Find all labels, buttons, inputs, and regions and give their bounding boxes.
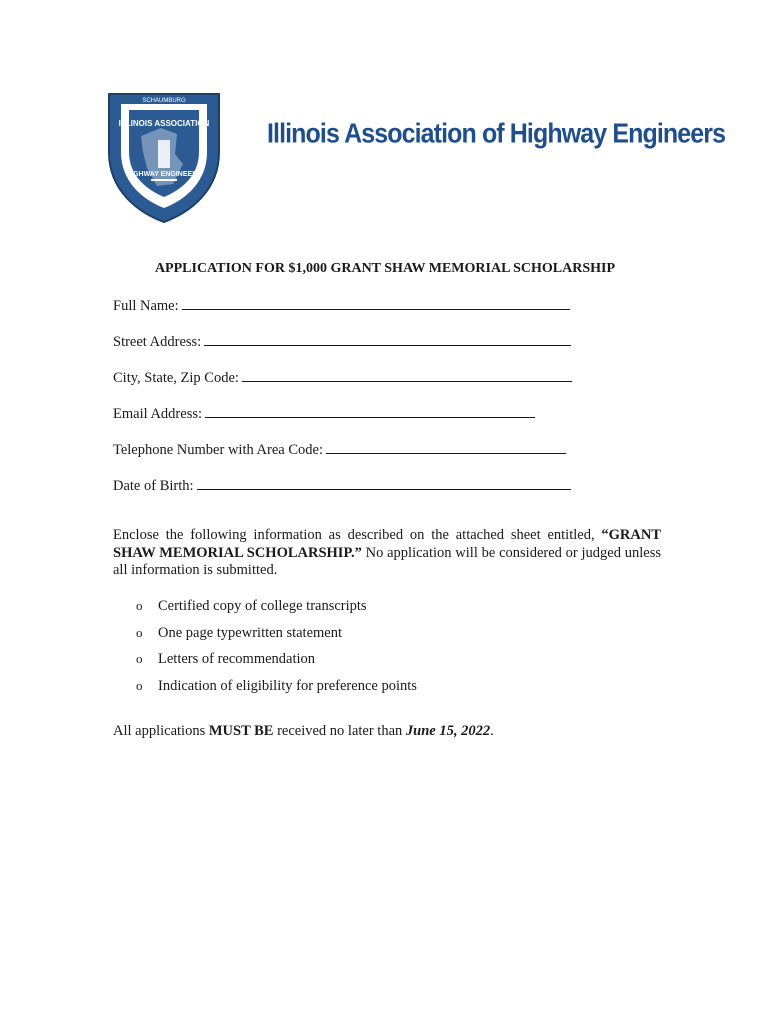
street-address-label: Street Address:	[113, 334, 202, 350]
telephone-line[interactable]	[326, 439, 566, 454]
list-item-text: One page typewritten statement	[158, 624, 343, 641]
dob-line[interactable]	[197, 475, 571, 490]
bullet-icon: o	[136, 651, 143, 667]
dob-field[interactable]	[113, 475, 571, 495]
street-address-line[interactable]	[204, 331, 571, 346]
iahe-logo	[105, 92, 223, 224]
telephone-field[interactable]	[113, 439, 566, 459]
instructions-part1: Enclose the following information as described on the attached sheet entitled,	[113, 527, 602, 543]
list-item	[136, 598, 417, 625]
logo-top-text: SCHAUMBURG	[142, 98, 186, 104]
full-name-label: Full Name:	[113, 298, 179, 314]
instructions-bold: “GRANT SHAW MEMORIAL SCHOLARSHIP.”	[113, 527, 661, 561]
instructions-part2: No application will be considered or judged unless all information is submitted.	[113, 544, 661, 578]
form-title: APPLICATION FOR $1,000 GRANT SHAW MEMORIAL SCHOLARSHIP	[154, 261, 616, 276]
list-item	[136, 678, 417, 705]
email-line[interactable]	[205, 403, 535, 418]
logo-ring-text: ILLINOIS ASSOCIATION	[118, 119, 210, 128]
city-state-zip-field[interactable]	[113, 367, 572, 387]
bullet-icon: o	[136, 598, 143, 613]
instructions-paragraph	[113, 527, 661, 580]
telephone-label: Telephone Number with Area Code:	[113, 442, 323, 458]
list-item-text: Certified copy of college transcripts	[158, 598, 367, 614]
logo-lower-text: HIGHWAY ENGINEERS	[126, 171, 202, 178]
list-item-text: Letters of recommendation	[158, 651, 316, 668]
bullet-icon: o	[136, 677, 143, 693]
city-state-zip-label: City, State, Zip Code:	[113, 370, 239, 386]
deadline-date: June 15, 2022	[405, 723, 491, 739]
list-item	[136, 651, 417, 678]
full-name-line[interactable]	[182, 295, 570, 310]
requirements-list	[136, 598, 417, 704]
city-state-zip-line[interactable]	[242, 367, 572, 382]
org-name: Illinois Association of Highway Engineers	[267, 118, 726, 150]
bullet-icon: o	[136, 624, 143, 640]
deadline-pre: All applications	[113, 723, 209, 739]
street-address-field[interactable]	[113, 331, 571, 351]
dob-label: Date of Birth:	[113, 478, 194, 494]
full-name-field[interactable]	[113, 295, 570, 315]
deadline-end: .	[490, 723, 494, 739]
list-item	[136, 625, 417, 652]
deadline-statement	[113, 723, 494, 740]
email-label: Email Address:	[113, 406, 203, 422]
email-field[interactable]	[113, 403, 535, 423]
list-item-text: Indication of eligibility for preference points	[158, 677, 417, 694]
deadline-mid: received no later than	[273, 723, 406, 739]
deadline-must: MUST BE	[208, 723, 274, 739]
